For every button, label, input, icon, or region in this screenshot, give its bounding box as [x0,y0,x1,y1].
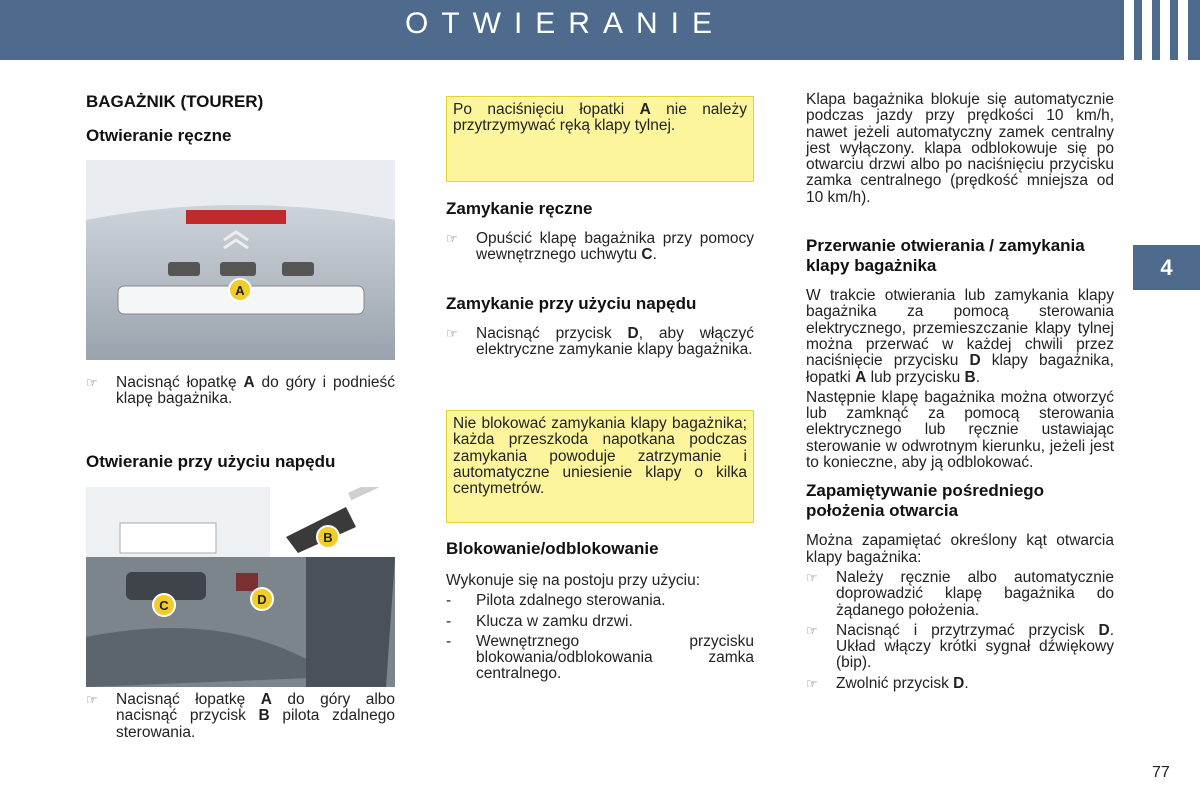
subheading-manual-opening: Otwieranie ręczne [86,126,232,145]
list-item: - Pilota zdalnego sterowania. [446,592,666,610]
callout-b: B [323,530,333,545]
page-title: OTWIERANIE [404,7,725,40]
list-item: ☞ Nacisnąć łopatkę A do góry albo nacisnąć przycisk B pilota zdalnego sterowania. [86,691,396,741]
list-item: - Wewnętrznego przycisku blokowania/odblokowania zamka centralnego. [446,632,754,683]
list-item: ☞ Nacisnąć łopatkę A do góry i podnieść klapę bagażnika. [86,374,396,408]
list-item: ☞ Nacisnąć i przytrzymać przycisk D. Układ włączy krótki sygnał dźwiękowy (bip). [806,621,1114,672]
list-item: ☞ Zwolnić przycisk D. [806,674,969,692]
subheading-powered-closing: Zamykanie przy użyciu napędu [446,293,697,313]
column-1-bottom [86,692,395,741]
pointing-hand-icon: ☞ [446,231,458,246]
list-item: - Klucza w zamku drzwi. [446,612,633,630]
pointing-hand-icon: ☞ [806,569,818,585]
locking-intro: Wykonuje się na postoju przy użyciu: [446,572,701,589]
list-item: ☞ Należy ręcznie albo automatycznie doprowadzić klapę bagażnika do żądanego położenia. [806,568,1114,619]
column-1-lower [86,375,395,472]
subheading-manual-closing: Zamykanie ręczne [446,199,593,218]
interrupt-paragraph: W trakcie otwierania lub zamykania klapy bagażnika za pomocą sterowania elektrycznego, przemieszczanie klapy tylnej można przerwać w każdej chwili przez naciśnięcie przycisku D klapy bagażnika, łopatki A lub przycisku B. [806,287,1114,386]
list-item: ☞ Nacisnąć przycisk D, aby włączyć elektryczne zamykanie klapy bagażnika. [446,324,754,358]
pointing-hand-icon: ☞ [86,375,98,390]
pointing-hand-icon: ☞ [86,692,98,707]
remote-and-tailgate-image [86,487,395,687]
column-1 [86,92,396,146]
pointing-hand-icon: ☞ [806,622,818,638]
chapter-tab[interactable]: 4 [1133,245,1200,290]
column-3 [806,92,1114,692]
section-heading: BAGAŻNIK (TOURER) [86,92,264,111]
subheading-interrupt: Przerwanie otwierania / zamykania klapy bagażnika [806,236,1085,276]
warning-note-box: Nie blokować zamykania klapy bagażnika; każda przeszkoda napotkana podczas zamykania powoduje zatrzymanie i automatyczne uniesienie klapy o kilka centymetrów. [446,410,754,523]
subheading-locking: Blokowanie/odblokowanie [446,539,659,558]
reverse-paragraph: Następnie klapę bagażnika można otworzyć lub zamknąć za pomocą sterowania elektrycznego lub ręcznie ustawiając sterowanie w odwrotnym kierunku, jeżeli jest to konieczne, aby ją odblokować. [806,388,1114,472]
list-item: ☞ Opuścić klapę bagażnika przy pomocy wewnętrznego uchwytu C. [446,230,754,264]
trunk-handle-image [86,160,395,360]
header-bars-decoration [1124,0,1188,60]
subheading-powered-opening: Otwieranie przy użyciu napędu [86,451,336,471]
auto-lock-paragraph: Klapa bagażnika blokuje się automatycznie podczas jazdy przy prędkości 10 km/h, nawet jeżeli automatyczny zamek centralny jest wyłączony. klapa odblokowuje się po otwarciu drzwi albo po naciśnięciu przycisku zamka centralnego (prędkość mniejsza od 10 km/h). [806,91,1114,206]
note-box: Po naciśnięciu łopatki A nie należy przytrzymywać ręką klapy tylnej. [446,96,754,182]
callout-a: A [235,283,245,298]
page-number: 77 [1152,764,1170,781]
callout-d: D [257,592,267,607]
page-header [0,0,1200,60]
subheading-memory: Zapamiętywanie pośredniego położenia otwarcia [806,481,1045,521]
memory-intro: Można zapamiętać określony kąt otwarcia klapy bagażnika: [806,532,1114,566]
column-2-lower [446,539,754,683]
pointing-hand-icon: ☞ [446,325,458,341]
pointing-hand-icon: ☞ [806,675,818,691]
callout-c: C [159,598,169,613]
column-2 [446,199,754,358]
